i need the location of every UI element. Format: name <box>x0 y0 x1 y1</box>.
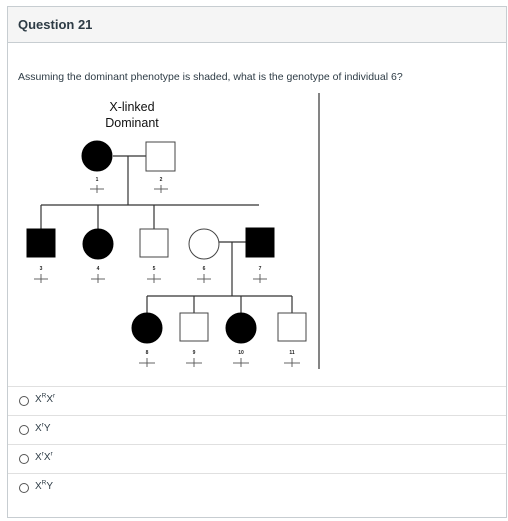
individual-1-symbol <box>82 141 112 171</box>
label-underlines <box>34 185 300 367</box>
individual-11-label: 11 <box>289 350 295 356</box>
individual-3-label: 3 <box>39 266 43 272</box>
answer-option[interactable] <box>8 473 506 502</box>
answer-label: $X^RY$ <box>35 479 54 492</box>
individual-5-symbol <box>140 229 168 257</box>
individual-4-symbol <box>83 229 113 259</box>
pedigree-diagram <box>8 7 506 382</box>
individual-10-label: 10 <box>238 350 244 356</box>
individual-7-symbol <box>246 228 274 257</box>
answer-label: $X^rX^r$ <box>35 450 53 463</box>
radio-button[interactable] <box>19 425 29 435</box>
answer-label: $X^RX^r$ <box>35 392 56 405</box>
individual-6-label: 6 <box>202 266 206 272</box>
individual-2-label: 2 <box>159 177 163 183</box>
answer-option[interactable] <box>8 444 506 473</box>
answer-option[interactable] <box>8 386 506 415</box>
question-prompt: Assuming the dominant phenotype is shaded, what is the genotype of individual 6? <box>18 71 403 83</box>
answer-list <box>8 386 506 502</box>
pedigree-heading-line2: Dominant <box>105 116 159 130</box>
radio-button[interactable] <box>19 483 29 493</box>
radio-button[interactable] <box>19 396 29 406</box>
question-card <box>7 6 507 518</box>
individual-8-symbol <box>132 313 162 343</box>
individual-4-label: 4 <box>96 266 100 272</box>
individual-2-symbol <box>146 142 175 171</box>
individual-5-label: 5 <box>152 266 156 272</box>
individual-7-label: 7 <box>258 266 262 272</box>
individual-6-symbol <box>189 229 219 259</box>
radio-button[interactable] <box>19 454 29 464</box>
pedigree-heading-line1: X-linked <box>109 100 155 114</box>
individual-8-label: 8 <box>145 350 149 356</box>
individual-9-label: 9 <box>192 350 196 356</box>
individual-1-label: 1 <box>95 177 99 183</box>
question-title: Question 21 <box>18 17 93 32</box>
answer-label: $X^rY$ <box>35 421 51 434</box>
individual-3-symbol <box>27 229 55 257</box>
individual-11-symbol <box>278 313 306 341</box>
answer-option[interactable] <box>8 415 506 444</box>
individual-9-symbol <box>180 313 208 341</box>
individual-10-symbol <box>226 313 256 343</box>
